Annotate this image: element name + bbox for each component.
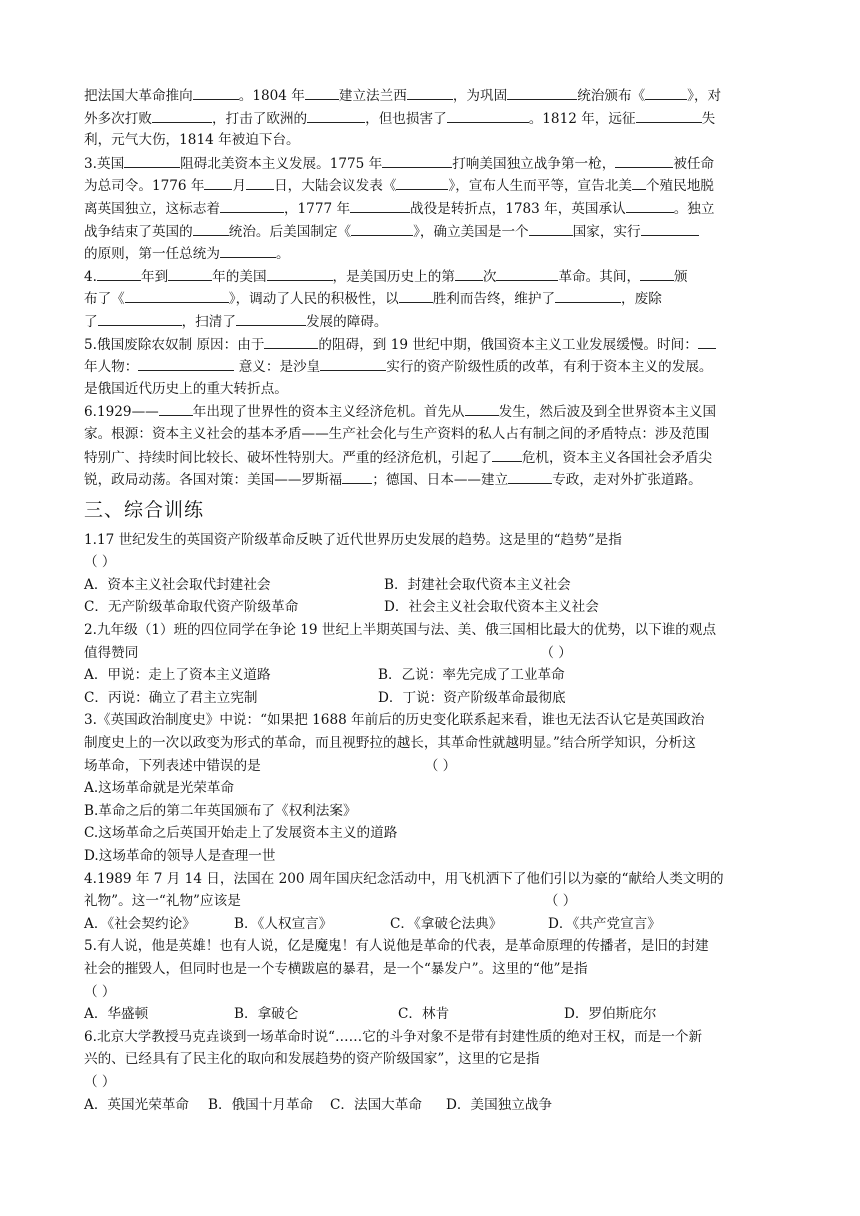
blank[interactable] bbox=[455, 265, 483, 281]
option-b[interactable]: B．拿破仑 bbox=[234, 1006, 299, 1023]
text: 统治。后美国制定《 bbox=[228, 223, 352, 240]
answer-paren[interactable]: （ ） bbox=[84, 983, 116, 1000]
text: 失 bbox=[701, 110, 716, 127]
option-c[interactable]: C．法国大革命 bbox=[330, 1096, 422, 1113]
option-b[interactable]: B．乙说：率先完成了工业革命 bbox=[378, 667, 565, 684]
option-d[interactable]: D.这场革命的领导人是查理一世 bbox=[84, 848, 276, 864]
blank[interactable] bbox=[220, 197, 284, 213]
text: 年出现了世界性的资本主义经济危机。首先从 bbox=[192, 404, 465, 421]
text: 革命。其间， bbox=[558, 268, 641, 285]
option-d[interactable]: D．《共产党宣言》 bbox=[548, 915, 661, 932]
question-text: 社会的摧毁人，但同时也是一个专横跋扈的暴君，是一个“暴发户”。这里的“他”是指 bbox=[84, 960, 588, 977]
blank[interactable] bbox=[307, 107, 365, 123]
option-row bbox=[84, 1003, 784, 1026]
blank[interactable] bbox=[447, 107, 529, 123]
option-row bbox=[84, 574, 784, 597]
option-row bbox=[84, 687, 784, 710]
question-5 bbox=[84, 935, 784, 1025]
blank[interactable] bbox=[97, 265, 141, 281]
text: 个殖民地脱 bbox=[645, 178, 714, 195]
blank[interactable] bbox=[320, 355, 386, 371]
blank[interactable] bbox=[529, 220, 573, 236]
text: 》，确立美国是一个 bbox=[413, 223, 529, 240]
question-4 bbox=[84, 868, 784, 936]
option-a[interactable]: A.这场革命就是光荣革命 bbox=[84, 780, 235, 797]
option-d[interactable]: D．社会主义社会取代资本主义社会 bbox=[384, 599, 599, 616]
text: 战役是转折点，1783 年，英国承认 bbox=[410, 200, 626, 217]
blank[interactable] bbox=[507, 84, 577, 100]
question-text: 1.17 世纪发生的英国资产阶级革命反映了近代世界历史发展的趋势。这是里的“趋势”是指 bbox=[84, 531, 622, 548]
text-line bbox=[84, 174, 784, 197]
text: 专政，走对外扩张道路。 bbox=[552, 472, 702, 489]
text: 年人物： bbox=[84, 359, 139, 376]
answer-paren[interactable]: （ ） bbox=[84, 554, 116, 571]
text: ；德国、日本——建立 bbox=[372, 472, 509, 489]
text: 统治颁布《 bbox=[577, 88, 646, 104]
text: ，但也损害了 bbox=[365, 110, 447, 127]
blank[interactable] bbox=[305, 84, 339, 100]
text: ，是美国历史上的第 bbox=[332, 268, 455, 285]
option-b[interactable]: B.革命之后的第二年英国颁布了《权利法案》 bbox=[84, 802, 357, 819]
blank[interactable] bbox=[382, 152, 452, 168]
text: 颁 bbox=[674, 268, 688, 285]
option-a[interactable]: A．资本主义社会取代封建社会 bbox=[84, 576, 271, 593]
question-text: 场革命，下列表述中错误的是 （ ） bbox=[84, 755, 784, 778]
question-text: 制度史上的一次以政变为形式的革命，而且视野拉的越长，其革命性就越明显。”结合所学知识，分析这 bbox=[84, 735, 696, 752]
text: ，扫清了 bbox=[181, 313, 236, 330]
text-line bbox=[84, 423, 784, 446]
option-d[interactable]: D．丁说：资产阶级革命最彻底 bbox=[378, 689, 566, 706]
text: 战争结束了英国的 bbox=[84, 223, 193, 240]
text: 国家，实行 bbox=[572, 223, 641, 240]
text: 发展的障碍。 bbox=[305, 313, 388, 330]
blank[interactable] bbox=[626, 197, 674, 213]
text: 。1812 年，远征 bbox=[528, 110, 636, 127]
text: 了 bbox=[84, 313, 98, 330]
text: ，为巩固 bbox=[452, 88, 508, 104]
text: ，打击了欧洲的 bbox=[211, 110, 308, 127]
blank[interactable] bbox=[125, 287, 229, 303]
blank[interactable] bbox=[641, 220, 699, 236]
text: 》，对 bbox=[687, 88, 722, 104]
text: 6.1929—— bbox=[84, 404, 159, 421]
text: 打响美国独立战争第一枪， bbox=[452, 155, 616, 172]
blank[interactable] bbox=[193, 84, 239, 100]
blank[interactable] bbox=[351, 220, 413, 236]
option-b[interactable]: B．封建社会取代资本主义社会 bbox=[384, 576, 571, 593]
question-text: 值得赞同 （ ） bbox=[84, 642, 784, 665]
blank[interactable] bbox=[124, 152, 180, 168]
text: 把法国大革命推向 bbox=[84, 88, 193, 104]
option-a[interactable]: A．甲说：走上了资本主义道路 bbox=[84, 667, 271, 684]
blank[interactable] bbox=[508, 468, 552, 484]
text-line bbox=[84, 446, 784, 469]
option-c[interactable]: C．《拿破仑法典》 bbox=[390, 915, 503, 932]
text: 。独立 bbox=[673, 200, 715, 217]
blank[interactable] bbox=[350, 197, 410, 213]
answer-paren[interactable]: （ ） bbox=[84, 1073, 116, 1090]
text-line bbox=[84, 242, 784, 265]
text: 建立法兰西 bbox=[338, 88, 407, 104]
text-line bbox=[84, 197, 784, 220]
text: 锐，政局动荡。各国对策：美国——罗斯福 bbox=[84, 472, 343, 489]
text-line bbox=[84, 220, 784, 243]
option-d[interactable]: D．美国独立战争 bbox=[446, 1096, 553, 1113]
blank[interactable] bbox=[204, 174, 232, 190]
blank[interactable] bbox=[152, 107, 212, 123]
option-c[interactable]: C．林肯 bbox=[398, 1006, 450, 1023]
option-row bbox=[84, 596, 784, 619]
text-line bbox=[84, 129, 784, 152]
text-line bbox=[84, 468, 784, 491]
option-c[interactable]: C.这场革命之后英国开始走上了发展资本主义的道路 bbox=[84, 825, 398, 842]
blank[interactable] bbox=[640, 265, 674, 281]
text: 家。根源：资本主义社会的基本矛盾——生产社会化与生产资料的私人占有制之间的矛盾特点：涉及范围 bbox=[84, 425, 710, 442]
blank[interactable] bbox=[168, 265, 212, 281]
worksheet-page bbox=[84, 84, 784, 1116]
blank[interactable] bbox=[138, 355, 234, 371]
text-line bbox=[84, 152, 784, 175]
text: 特别广、持续时间比较长、破坏性特别大。严重的经济危机，引起了 bbox=[84, 449, 492, 466]
text: 5.俄国废除农奴制 原因：由于 bbox=[84, 336, 265, 353]
blank[interactable] bbox=[645, 84, 687, 100]
question-text: 2.九年级（1）班的四位同学在争论 19 世纪上半期英国与法、美、俄三国相比最大的优势，以下谁的观点 bbox=[84, 622, 717, 639]
question-1 bbox=[84, 529, 784, 619]
blank[interactable] bbox=[220, 242, 276, 258]
blank[interactable] bbox=[407, 84, 453, 100]
blank[interactable] bbox=[465, 400, 499, 416]
text: 被任命 bbox=[673, 155, 715, 172]
blank[interactable] bbox=[98, 310, 182, 326]
text: 次 bbox=[482, 268, 497, 285]
option-d[interactable]: D．罗伯斯庇尔 bbox=[564, 1006, 657, 1023]
question-text: 3.《英国政治制度史》中说：“如果把 1688 年前后的历史变化联系起来看，谁也无法否认它是英国政治 bbox=[84, 712, 705, 729]
blank[interactable] bbox=[396, 174, 448, 190]
option-b[interactable]: B．《人权宣言》 bbox=[234, 915, 333, 932]
blank[interactable] bbox=[246, 174, 274, 190]
blank[interactable] bbox=[636, 107, 702, 123]
text: 3.英国 bbox=[84, 155, 125, 172]
text: 为总司令。1776 年 bbox=[84, 178, 205, 195]
text-line bbox=[84, 333, 784, 356]
blank[interactable] bbox=[193, 220, 229, 236]
question-text: 6.北京大学教授马克垚谈到一场革命时说“……它的斗争对象不是带有封建性质的绝对王权，而是一个新 bbox=[84, 1028, 703, 1045]
option-c[interactable]: C．无产阶级革命取代资产阶级革命 bbox=[84, 599, 299, 616]
text: 阻碍北美资本主义发展。1775 年 bbox=[180, 155, 383, 172]
text-line bbox=[84, 107, 784, 130]
text: 。 bbox=[275, 246, 290, 263]
text: 是俄国近代历史上的重大转折点。 bbox=[84, 380, 288, 397]
text: 外多次打败 bbox=[84, 110, 152, 127]
blank[interactable] bbox=[698, 333, 716, 349]
question-2 bbox=[84, 619, 784, 709]
text: 发生，然后波及到全世界资本主义国 bbox=[498, 404, 717, 421]
text: 日，大陆会议发表《 bbox=[274, 178, 397, 195]
answer-paren[interactable]: （ ） bbox=[540, 644, 572, 661]
text: 实行的资产阶级性质的改革，有利于资本主义的发展。 bbox=[386, 359, 713, 376]
question-text: 兴的、已经具有了民主化的取向和发展趋势的资产阶级国家”，这里的它是指 bbox=[84, 1051, 540, 1068]
text: 年的美国 bbox=[212, 268, 267, 285]
text-line bbox=[84, 355, 784, 378]
option-a[interactable]: A．华盛顿 bbox=[84, 1006, 149, 1023]
question-3 bbox=[84, 709, 784, 867]
text: 》，宣布人生而平等，宣告北美 bbox=[448, 178, 632, 195]
text: 利，元气大伤，1814 年被迫下台。 bbox=[84, 132, 300, 149]
text: 的阻碍，到 19 世纪中期，俄国资本主义工业发展缓慢。时间： bbox=[318, 336, 698, 353]
answer-paren[interactable]: （ ） bbox=[424, 757, 457, 774]
blank[interactable] bbox=[264, 333, 318, 349]
text: 布了《 bbox=[84, 291, 125, 308]
option-b[interactable]: B．俄国十月革命 bbox=[208, 1096, 314, 1113]
text-line bbox=[84, 84, 784, 107]
blank[interactable] bbox=[159, 400, 193, 416]
text: ，1777 年 bbox=[283, 200, 351, 217]
blank[interactable] bbox=[236, 310, 306, 326]
answer-paren[interactable]: （ ） bbox=[544, 893, 577, 910]
blank[interactable] bbox=[496, 265, 558, 281]
blank[interactable] bbox=[632, 174, 646, 190]
question-text: 5.有人说，他是英雄！也有人说，亿是魔鬼！有人说他是革命的代表，是革命原理的传播者，是旧的封建 bbox=[84, 938, 709, 955]
option-row bbox=[84, 913, 784, 936]
option-a[interactable]: A．《社会契约论》 bbox=[84, 915, 196, 932]
option-a[interactable]: A．英国光荣革命 bbox=[84, 1096, 189, 1113]
text: 的原则，第一任总统为 bbox=[84, 246, 220, 263]
text-line bbox=[84, 378, 784, 401]
text: ，废除 bbox=[621, 291, 662, 308]
text: 胜利而告终，维护了 bbox=[432, 291, 556, 308]
text: 》，调动了人民的积极性，以 bbox=[228, 291, 399, 308]
blank[interactable] bbox=[555, 287, 621, 303]
option-row bbox=[84, 664, 784, 687]
question-6 bbox=[84, 1026, 784, 1116]
text: 月 bbox=[232, 178, 247, 195]
text-line bbox=[84, 265, 784, 288]
blank[interactable] bbox=[342, 468, 372, 484]
option-c[interactable]: C．丙说：确立了君主立宪制 bbox=[84, 689, 258, 706]
text-line bbox=[84, 310, 784, 333]
text: 离英国独立，这标志着 bbox=[84, 200, 220, 217]
text: 年到 bbox=[140, 268, 169, 285]
blank[interactable] bbox=[492, 446, 522, 462]
text-line bbox=[84, 400, 784, 423]
blank[interactable] bbox=[399, 287, 433, 303]
blank[interactable] bbox=[615, 152, 673, 168]
question-text: 礼物”。这一“礼物”应该是 （ ） bbox=[84, 890, 784, 913]
text: 4. bbox=[84, 268, 97, 285]
text: 。1804 年 bbox=[238, 88, 305, 104]
option-row bbox=[84, 1094, 784, 1117]
text: 意义：是沙皇 bbox=[234, 359, 321, 376]
section-title: 三、综合训练 bbox=[84, 498, 205, 521]
text-line bbox=[84, 287, 784, 310]
blank[interactable] bbox=[267, 265, 333, 281]
question-text: 4.1989 年 7 月 14 日，法国在 200 周年国庆纪念活动中，用飞机洒下了他们引以为豪的“献给人类文明的 bbox=[84, 870, 724, 887]
text: 危机，资本主义各国社会矛盾尖 bbox=[521, 449, 713, 466]
